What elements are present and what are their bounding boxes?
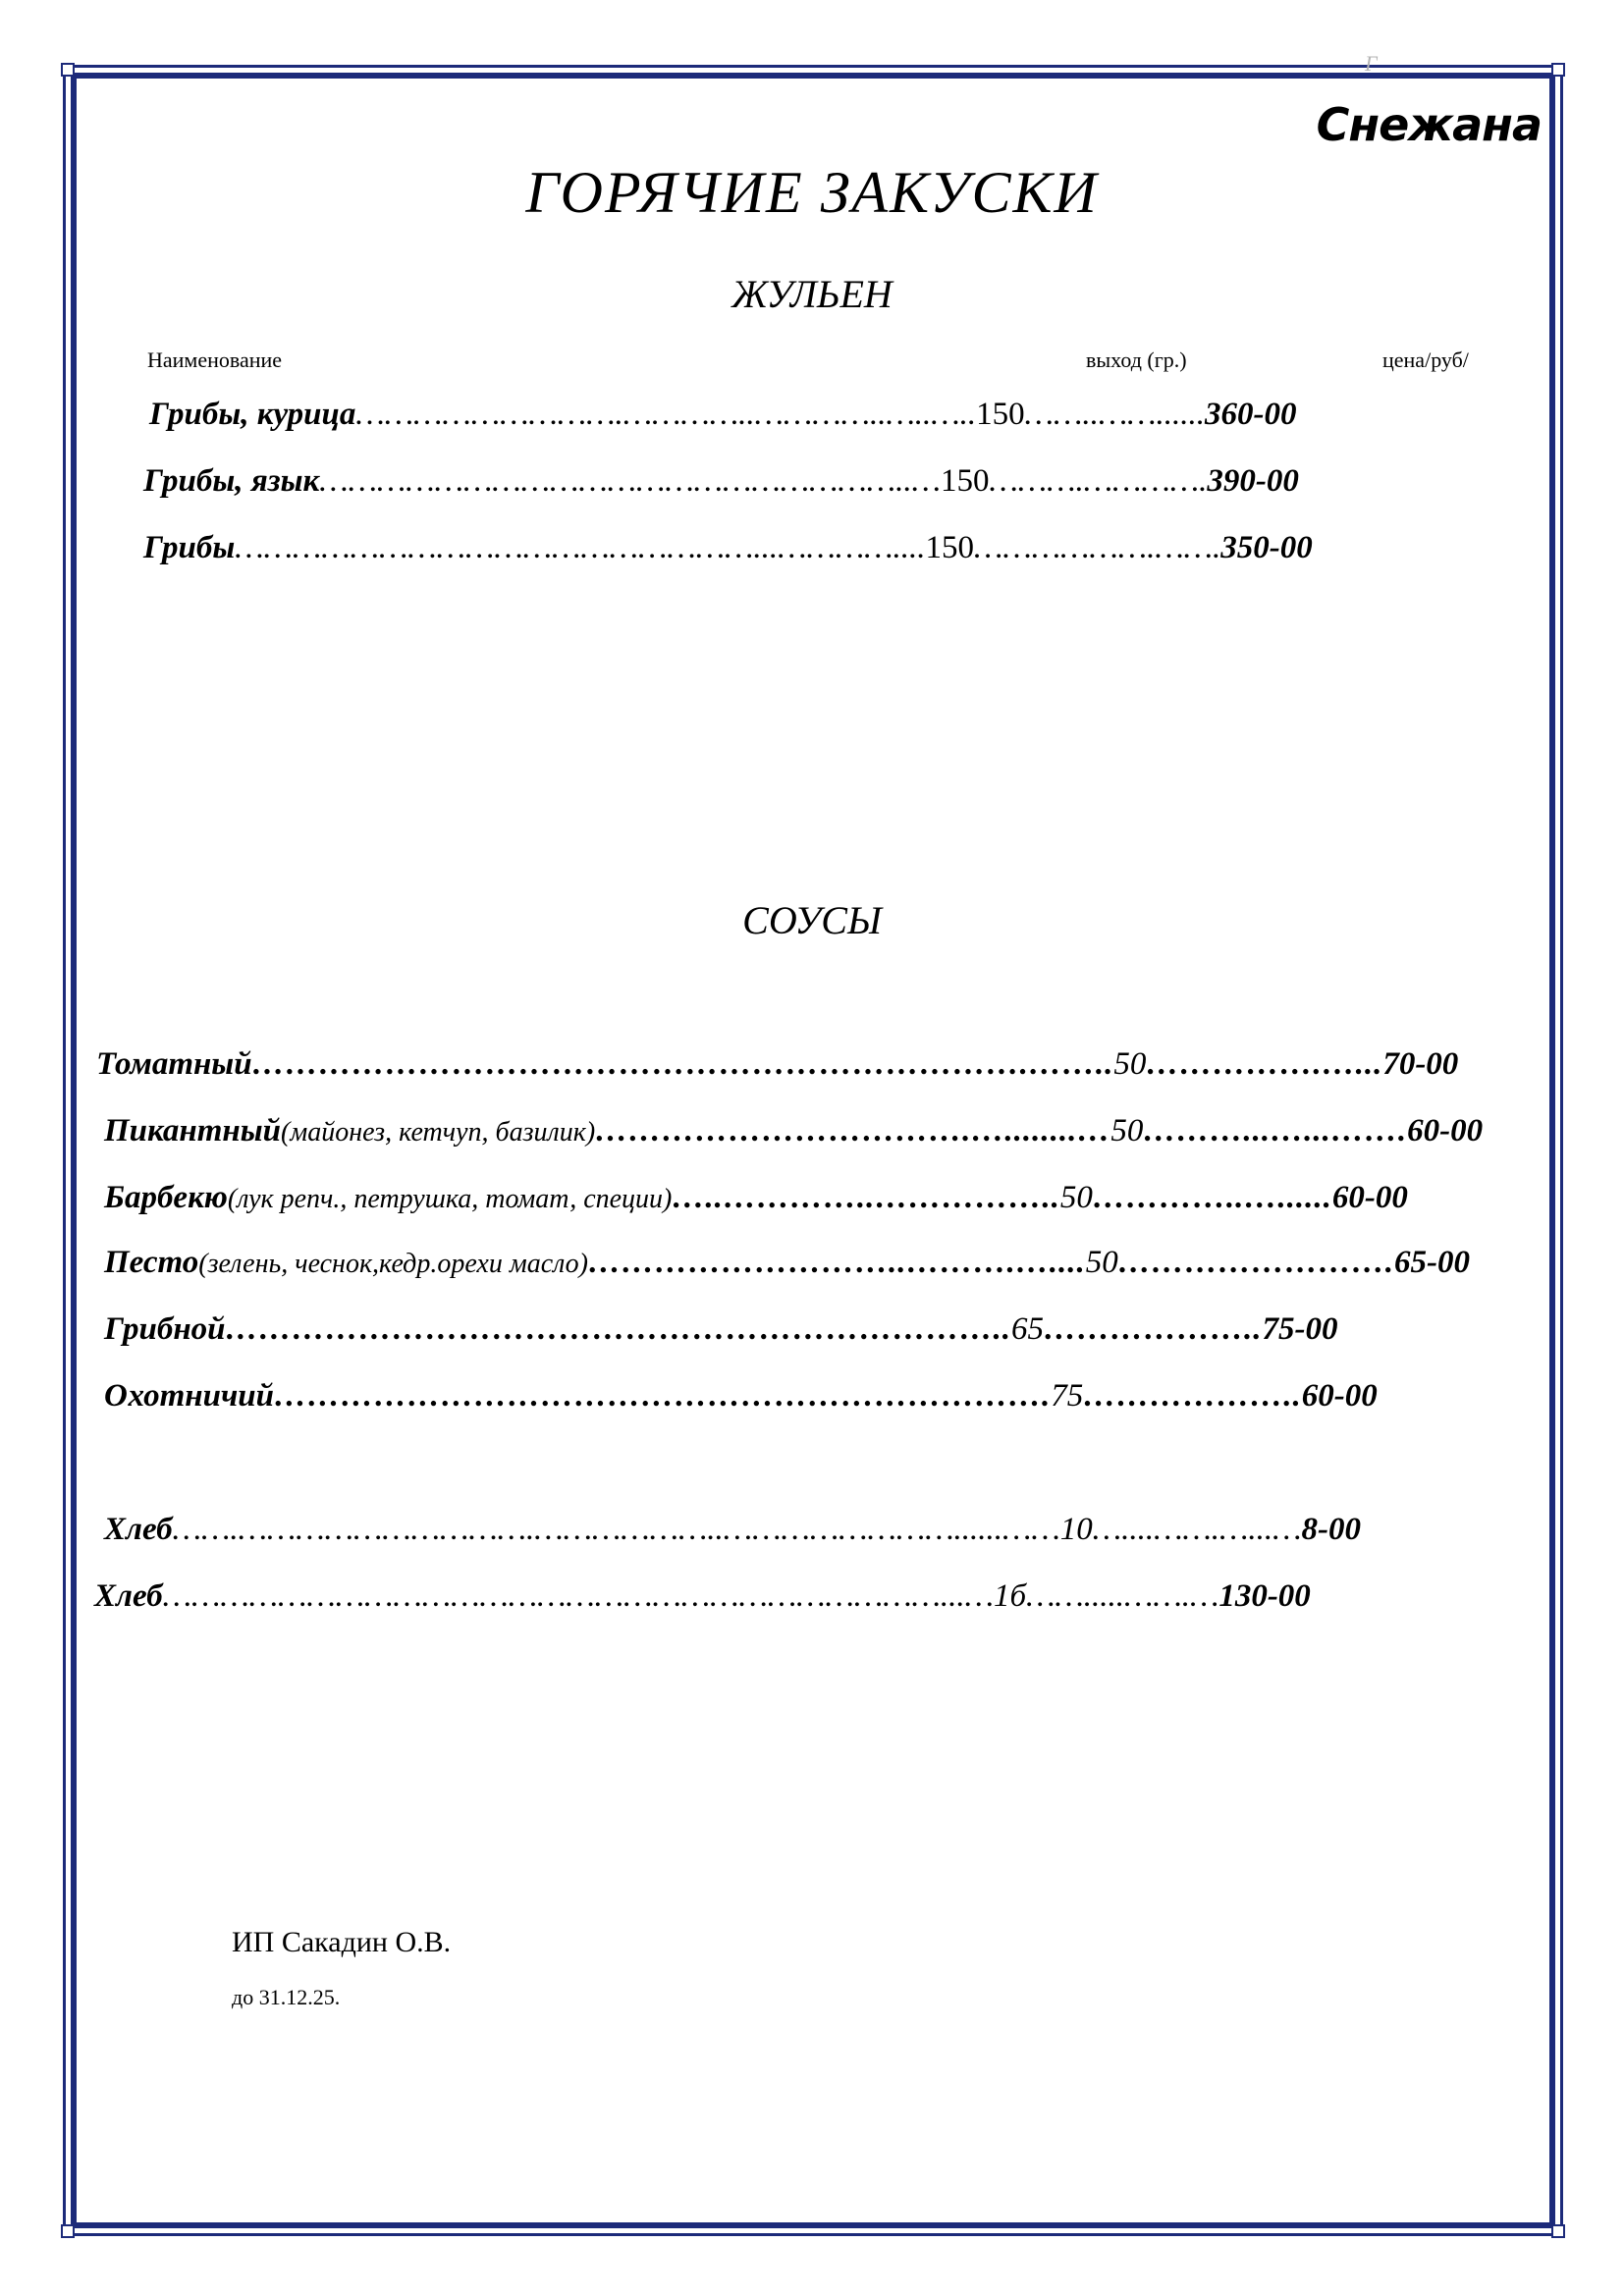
item-output: 1б <box>993 1578 1027 1614</box>
item-name: Грибной <box>104 1311 226 1347</box>
item-output: 150 <box>976 397 1025 432</box>
frame-corner-ornament <box>61 2224 75 2238</box>
frame-corner-ornament <box>61 63 75 77</box>
column-header-name: Наименование <box>147 347 283 372</box>
section-title-sauces: СОУСЫ <box>742 898 882 942</box>
owner-name: ИП Сакадин О.В. <box>232 1926 452 1958</box>
leader-dots: …….………………………….………………..……………………......…… <box>172 1512 1060 1547</box>
menu-item-row <box>96 1044 1458 1084</box>
item-output: 150 <box>925 530 975 565</box>
item-price: 390-00 <box>1207 463 1299 499</box>
item-name: Пикантный <box>104 1113 281 1148</box>
menu-item-row <box>143 528 1313 567</box>
item-price: 60-00 <box>1407 1113 1484 1148</box>
item-price: 130-00 <box>1218 1578 1311 1614</box>
item-name: Охотничий <box>104 1378 275 1414</box>
leader-dots: ……………….……. <box>974 530 1221 565</box>
item-name: Грибы <box>143 530 236 565</box>
item-name: Хлеб <box>104 1512 173 1547</box>
item-price: 60-00 <box>1301 1378 1378 1414</box>
leader-dots: …………………………………………………………….…….. <box>251 1046 1114 1082</box>
item-output: 75 <box>1051 1378 1084 1414</box>
leader-dots: ……………………. <box>1117 1245 1394 1280</box>
leader-dots: ………...…...……. <box>1143 1113 1408 1148</box>
column-header-price: цена/руб/ <box>1382 347 1469 372</box>
brand-name: Снежана <box>1316 98 1542 151</box>
item-output: 50 <box>1110 1113 1144 1148</box>
leader-dots: ……………………….…………..…………..…..….. <box>355 397 977 432</box>
faint-header-text: Г <box>1365 51 1378 76</box>
leader-dots: ……..……...... <box>1024 397 1206 432</box>
item-name: Грибы, язык <box>143 463 320 499</box>
item-price: 70-00 <box>1382 1046 1459 1082</box>
item-output: 50 <box>1085 1245 1118 1280</box>
leader-dots: …………………………….…........… <box>595 1113 1111 1148</box>
item-output: 10 <box>1059 1512 1093 1547</box>
leader-dots: ………………………………………………………………………...… <box>162 1578 994 1614</box>
section-title-julien: ЖУЛЬЕН <box>731 272 893 316</box>
leader-dots: ………………………………………………...………….... <box>235 530 926 565</box>
leader-dots: ……………….. <box>1044 1311 1263 1347</box>
item-description: (майонез, кетчуп, базилик) <box>281 1117 596 1148</box>
page-title: ГОРЯЧИЕ ЗАКУСКИ <box>525 160 1099 225</box>
item-price: 65-00 <box>1394 1245 1470 1280</box>
leader-dots: ………………………..……….….... <box>588 1245 1086 1280</box>
item-price: 8-00 <box>1301 1512 1361 1547</box>
frame-corner-ornament <box>1551 2224 1565 2238</box>
item-output: 65 <box>1011 1311 1045 1347</box>
menu-item-row <box>104 1376 1378 1415</box>
item-name: Барбекю <box>104 1180 228 1215</box>
item-name: Грибы, курица <box>149 397 356 432</box>
item-price: 75-00 <box>1262 1311 1338 1347</box>
item-price: 360-00 <box>1205 397 1297 432</box>
menu-item-row <box>143 461 1299 501</box>
item-name: Песто <box>104 1245 199 1280</box>
leader-dots: …………….…... <box>1146 1046 1383 1082</box>
item-name: Хлеб <box>94 1578 163 1614</box>
leader-dots: …....…….…...… <box>1092 1512 1302 1547</box>
frame-corner-ornament <box>1551 63 1565 77</box>
menu-item-row <box>104 1243 1470 1284</box>
leader-dots: ……………………………………………………..… <box>319 463 941 499</box>
item-output: 150 <box>940 463 990 499</box>
menu-item-row <box>104 1510 1361 1549</box>
item-price: 350-00 <box>1220 530 1313 565</box>
item-description: (лук репч., петрушка, томат, специи) <box>227 1184 673 1214</box>
menu-item-row <box>149 395 1297 434</box>
column-header-output: выход (гр.) <box>1086 347 1187 372</box>
item-name: Томатный <box>96 1046 252 1082</box>
leader-dots: ……………………………………………………………. <box>274 1378 1052 1414</box>
item-price: 60-00 <box>1331 1180 1408 1215</box>
menu-item-row <box>94 1576 1311 1616</box>
item-description: (зелень, чеснок,кедр.орехи масло) <box>198 1249 588 1279</box>
leader-dots: …………..…...... <box>1092 1180 1332 1215</box>
leader-dots: ……….…………. <box>989 463 1208 499</box>
leader-dots: …………………………………………………………….. <box>225 1311 1012 1347</box>
leader-dots: …..…………..…………….. <box>672 1180 1060 1215</box>
menu-item-row <box>104 1309 1338 1349</box>
item-output: 50 <box>1059 1180 1093 1215</box>
item-output: 50 <box>1113 1046 1147 1082</box>
menu-item-row <box>104 1111 1483 1152</box>
valid-until-date: до 31.12.25. <box>232 1985 341 2009</box>
leader-dots: ……………….. <box>1083 1378 1302 1414</box>
leader-dots: …….....…….… <box>1026 1578 1219 1614</box>
menu-item-row <box>104 1178 1408 1219</box>
